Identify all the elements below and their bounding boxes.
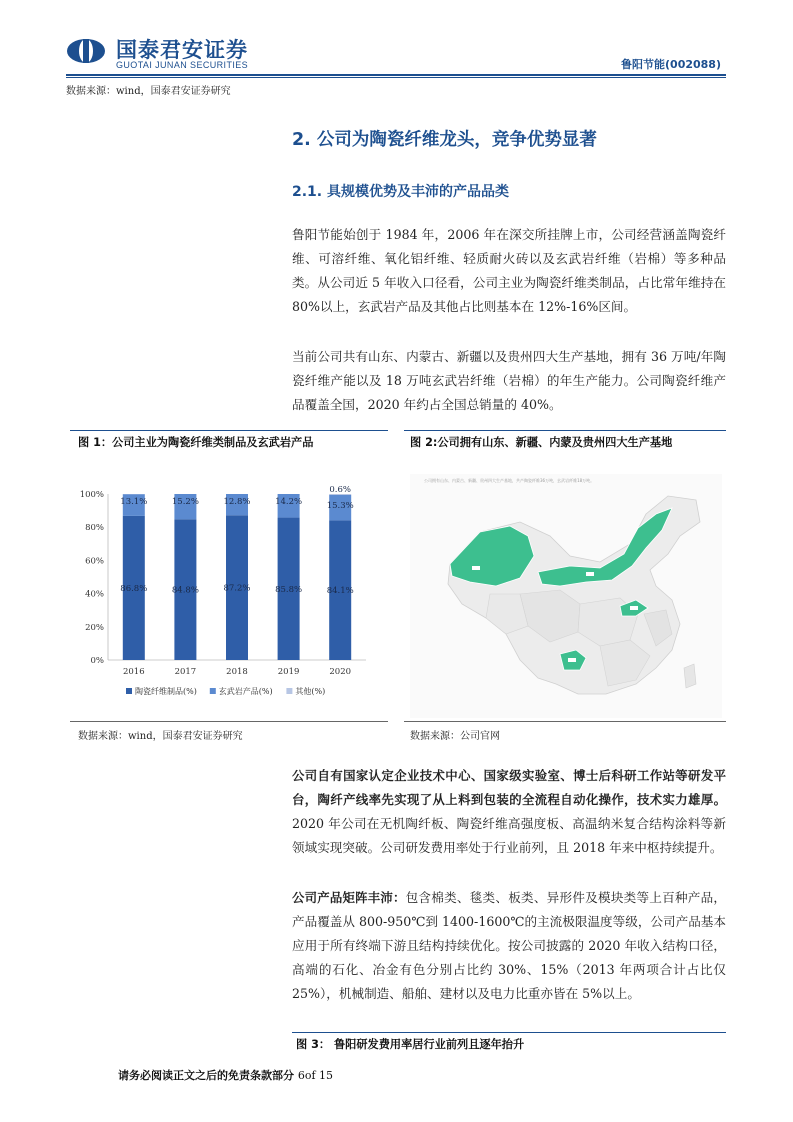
x-tick-label: 2016 — [122, 667, 145, 677]
paragraph-product-bold: 公司产品矩阵丰沛： — [292, 890, 406, 905]
paragraph-production-bases: 当前公司共有山东、内蒙古、新疆以及贵州四大生产基地，拥有 36 万吨/年陶瓷纤维产能以及 18 万吨玄武岩纤维（岩棉）的年生产能力。公司陶瓷纤维产品覆盖全国，2020 年约占全国总销量的 40%。 — [292, 349, 726, 412]
data-label: 84.1% — [326, 586, 354, 597]
data-label: 87.2% — [223, 583, 251, 594]
footer-disclaimer — [118, 1067, 333, 1083]
x-tick-label: 2019 — [277, 667, 300, 677]
x-tick-label: 2017 — [174, 667, 197, 677]
figure1-stacked-bar-chart — [70, 480, 388, 712]
company-name-cn: 国泰君安证券 — [116, 38, 248, 62]
legend-swatch-2 — [286, 688, 292, 694]
y-tick-label: 100% — [79, 490, 104, 500]
figure2-top-rule — [404, 430, 726, 431]
report-ticker: 鲁阳节能(002088) — [621, 58, 721, 71]
inner-mongolia-marker — [586, 572, 594, 576]
paragraph-rd-text: 2020 年公司在无机陶纤板、陶瓷纤维高强度板、高温纳米复合结构涂料等新领域实现突破。公司研发费用率处于行业前列，且 2018 年来中枢持续提升。 — [292, 816, 726, 855]
paragraph-rd-bold: 公司自有国家认定企业技术中心、国家级实验室、博士后科研工作站等研发平台，陶纤产线率先实现了从上料到包装的全流程自动化操作，技术实力雄厚。 — [292, 768, 726, 807]
subsection-heading: 2.1. 具规模优势及丰沛的产品品类 — [292, 184, 509, 200]
data-label: 86.8% — [120, 583, 148, 594]
shandong-marker — [630, 606, 638, 610]
figure2-bottom-rule — [404, 721, 726, 722]
data-label: 12.8% — [223, 497, 251, 507]
y-tick-label: 20% — [85, 622, 104, 633]
guizhou-marker — [568, 658, 576, 662]
data-label: 14.2% — [275, 497, 303, 507]
data-label: 15.2% — [171, 497, 199, 507]
figure1-source: 数据来源：wind，国泰君安证券研究 — [78, 731, 243, 742]
legend-label-1: 玄武岩产品(%) — [218, 687, 273, 696]
company-name-en: GUOTAI JUNAN SECURITIES — [116, 60, 249, 70]
paragraph-product-matrix — [292, 886, 726, 1006]
paragraph-rd-platform — [292, 764, 726, 860]
x-tick-label: 2018 — [226, 667, 248, 677]
figure3-title: 图 3： 鲁阳研发费用率居行业前列且逐年抬升 — [296, 1038, 525, 1051]
footer-disclaimer-text: 请务必阅读正文之后的免责条款部分 — [118, 1069, 294, 1082]
figure2-source: 数据来源：公司官网 — [410, 731, 500, 742]
china-map-production-bases — [410, 474, 722, 718]
paragraph-company-intro: 鲁阳节能始创于 1984 年，2006 年在深交所挂牌上市，公司经营涵盖陶瓷纤维、可溶纤维、氧化铝纤维、轻质耐火砖以及玄武岩纤维（岩棉）等多种品类。从公司近 5 年收入口径看，公司主业为陶瓷纤维类制品，占比常年维持在 80%以上，玄武岩产品及其他占比则基本在 12%-16%区间。 — [292, 227, 726, 314]
figure2-title: 图 2:公司拥有山东、新疆、内蒙及贵州四大生产基地 — [410, 436, 673, 449]
figure1-top-rule — [70, 430, 388, 431]
figure3-top-rule — [292, 1032, 726, 1033]
section-heading: 2. 公司为陶瓷纤维龙头，竞争优势显著 — [292, 130, 597, 150]
header-divider-thin — [66, 77, 726, 78]
paragraph-product-text: 包含棉类、毯类、板类、异形件及模块类等上百种产品，产品覆盖从 800-950℃到 1400-1600℃的主流极限温度等级，公司产品基本应用于所有终端下游且结构持续优化。按公司披露的 2020 年收入结构口径，高端的石化、冶金有色分别占比约 30%、15%（2013 年两项合计占比仅 25%），机械制造、船舶、建材以及电力比重亦皆在 5%以上。 — [292, 890, 727, 1001]
y-tick-label: 80% — [85, 523, 104, 534]
x-tick-label: 2020 — [329, 667, 352, 677]
header-divider — [66, 74, 726, 76]
data-label: 0.6% — [329, 485, 352, 495]
xinjiang-marker — [472, 566, 480, 570]
map-caption: 公司拥有山东、内蒙古、新疆、贵州四大生产基地，共产陶瓷纤维36万吨，玄武岩纤维18万吨。 — [424, 478, 595, 483]
y-tick-label: 40% — [85, 589, 104, 600]
guotai-junan-logo-icon — [66, 38, 106, 64]
legend-swatch-1 — [210, 688, 216, 694]
legend-swatch-0 — [126, 688, 132, 694]
y-tick-label: 0% — [90, 656, 104, 666]
top-data-source: 数据来源：wind，国泰君安证券研究 — [66, 86, 231, 97]
y-tick-label: 60% — [85, 556, 104, 567]
data-label: 85.8% — [275, 584, 303, 595]
page-number: 6of 15 — [297, 1069, 334, 1082]
data-label: 84.8% — [171, 585, 199, 596]
figure1-title: 图 1：公司主业为陶瓷纤维类制品及玄武岩产品 — [78, 436, 314, 449]
data-label: 15.3% — [326, 500, 354, 511]
data-label: 13.1% — [120, 497, 148, 508]
legend-label-0: 陶瓷纤维制品(%) — [135, 687, 197, 696]
legend-label-2: 其他(%) — [295, 687, 326, 696]
figure1-bottom-rule — [70, 721, 388, 722]
